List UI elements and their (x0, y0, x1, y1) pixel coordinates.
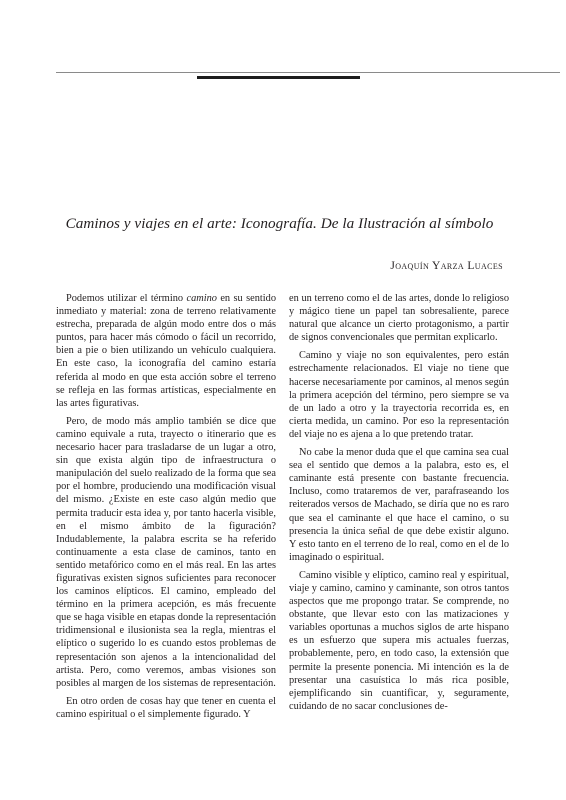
paragraph: Camino y viaje no son equivalentes, pero están estrechamente relacionados. El viaje no tiene que hacerse necesariamente por caminos, al menos según la primera acepción del término, pero siempre se va de un lado a otro y la trayectoria recorrida es, en cierta medida, un camino. Por eso la representación del viaje no es ajena a lo que pretendo tratar. (289, 350, 509, 440)
header-bar (197, 76, 360, 79)
paragraph: en un terreno como el de las artes, donde lo religioso y mágico tiene un papel tan sobresaliente, parece natural que alcance un cierto protagonismo, a partir de signos convencionales que permitan explicarlo. (289, 293, 509, 344)
paragraph: Camino visible y elíptico, camino real y espiritual, viaje y camino, camino y caminante, son otros tantos aspectos que me propongo tratar. Se comprende, no obstante, que llevar esto con las matizaciones y variables oportunas a muchos siglos de arte hispano es un esfuerzo que supera mis actuales fuerzas, probablemente, pero, en todo caso, la extensión que permite la presente ponencia. Mi intención es la de presentar una casuística lo más rica posible, ejemplificando sin cuantificar, y, seguramente, cuidando de no sacar conclusiones de- (289, 569, 509, 712)
article-title: Caminos y viajes en el arte: Iconografía. De la Ilustración al símbolo (65, 215, 494, 232)
emphasized-term: camino (186, 293, 217, 304)
paragraph: Podemos utilizar el término camino en su sentido inmediato y material: zona de terreno relativamente estrecha, preparada de algún modo entre dos o más puntos, para hacer más cómodo o fácil un recorrido, bien a pie o bien utilizando un vehículo cualquiera. En este caso, la iconografía del camino estaría referida al modo en que esta acción sobre el terreno se refleja en las formas artísticas, especialmente en las artes figurativas. (56, 293, 276, 409)
paragraph: Pero, de modo más amplio también se dice que camino equivale a ruta, trayecto o itinerario que es necesario hacer para trasladarse de un lugar a otro, sin que exista algún tipo de infraestructura o manipulación del suelo realizado de la forma que sea por el hombre, produciendo una modificación visual del mismo. ¿Existe en este caso algún medio que permita traducir esta idea y, por tanto hacerla visible, en el mismo ámbito de la figuración? Indudablemente, la palabra escrita se ha referido continuamente a esta clase de caminos, tanto en sentido metafórico como en el más real. En las artes figurativas existen signos suficientes para reconocer los caminos elípticos. El camino, empleado del término en la primera acepción, es más frecuente que se haga visible en etapas donde la representación tridimensional e ilusionista sea la regla, mientras el elíptico o sugerido lo es cuando estos problemas de representación son ajenos a la intencionalidad del artista. Pero, como veremos, ambas visiones son posibles al margen de los sistemas de representación. (56, 415, 277, 689)
right-column (289, 292, 509, 713)
paragraph: En otro orden de cosas hay que tener en cuenta el camino espiritual o el simplemente figurado. Y (56, 695, 276, 720)
author-name: Joaquín Yarza Luaces (390, 260, 503, 272)
left-column (56, 292, 276, 721)
paragraph: No cabe la menor duda que el que camina sea cual sea el sentido que demos a la palabra, esto es, el caminante está presente con bastante frecuencia. Incluso, como trataremos de ver, parafraseando los reiterados versos de Machado, se diría que no es raro que sea el caminante el que hace el camino, o su presencia la única señal de que debe existir alguno. Y esto tanto en el terreno de lo real, como en el de lo imaginado o espiritual. (289, 447, 509, 563)
header-rule (56, 72, 560, 73)
